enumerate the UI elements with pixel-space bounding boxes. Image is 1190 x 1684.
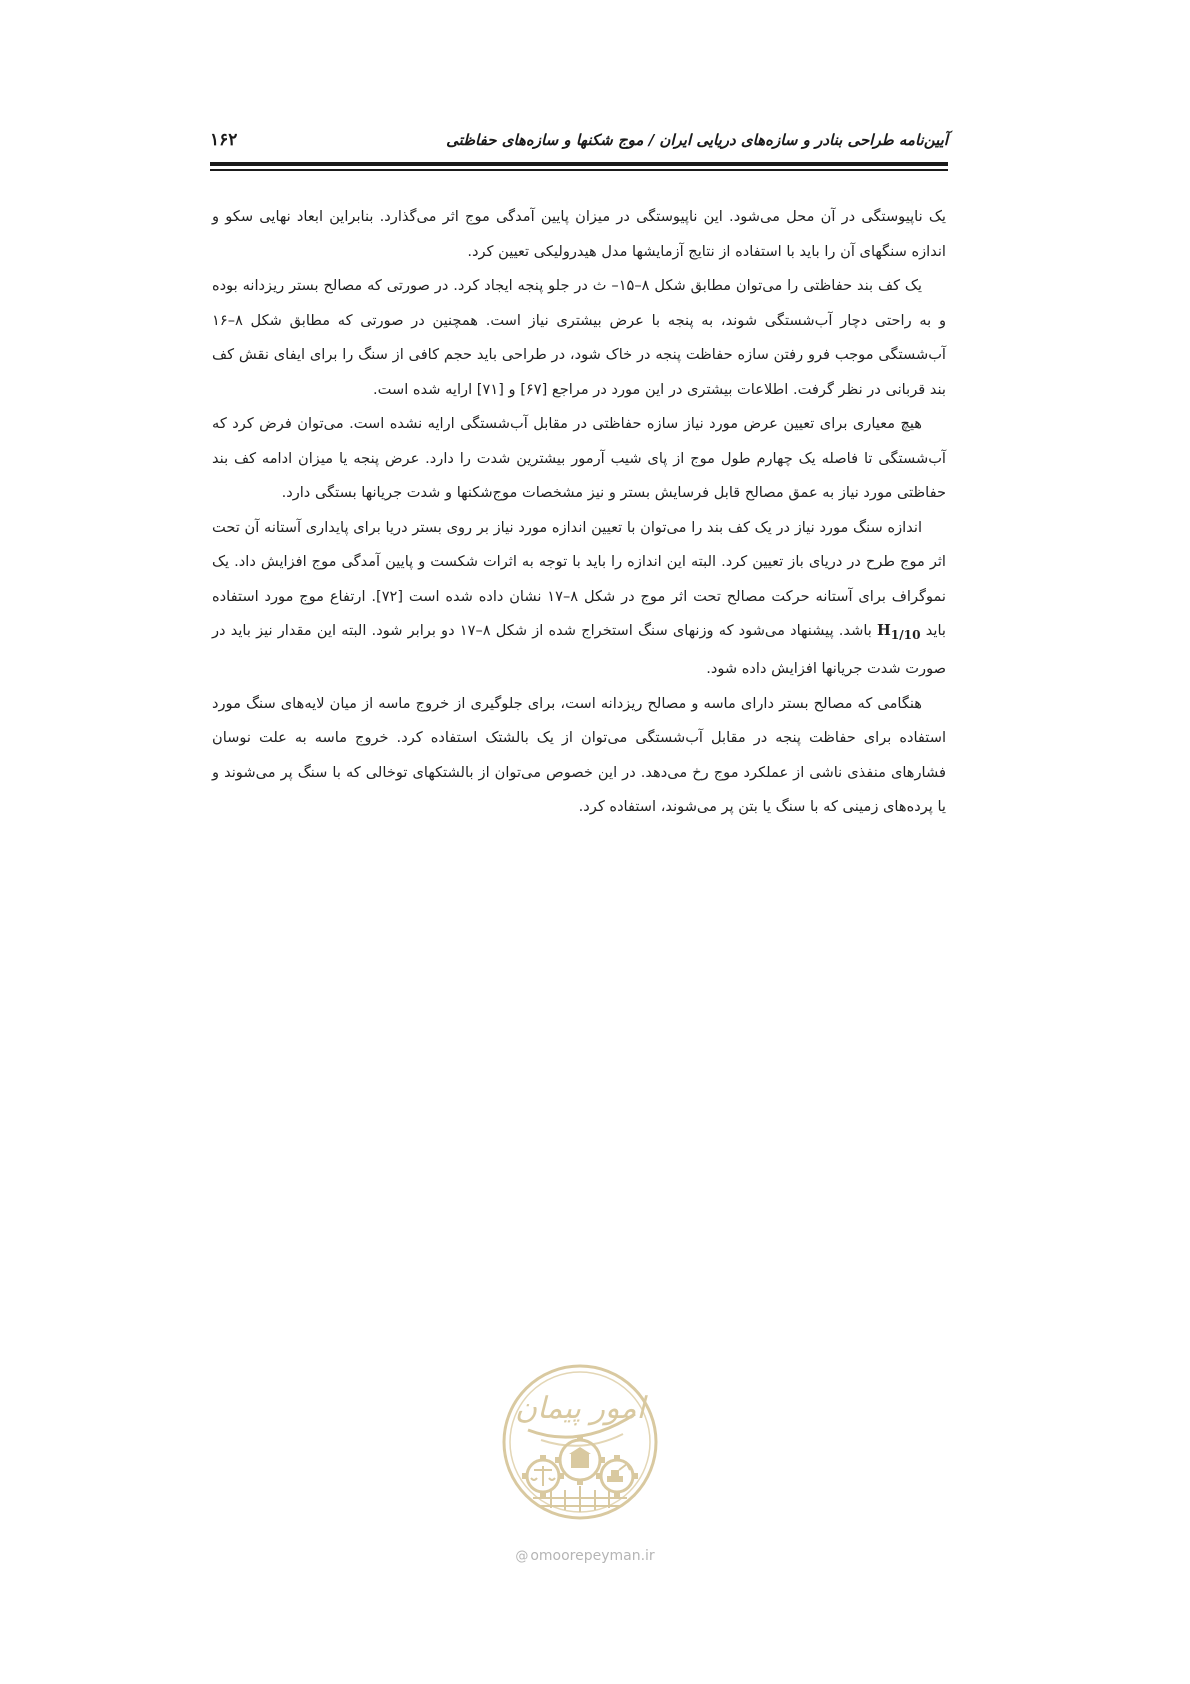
wave-height-symbol [876,622,921,642]
page-number: ۱۶۲ [210,130,238,150]
watermark-logo-text: امور پیمان [515,1391,645,1426]
paragraph-1: یک ناپیوستگی در آن محل می‌شود. این ناپیوستگی در میزان پایین آمدگی موج اثر می‌گذارد. بنابراین ابعاد نهایی سکو و اندازه سنگهای آن را باید با استفاده از نتایج آزمایشها مدل هیدرولیکی تعیین کرد. [212,208,946,260]
watermark-url-text: omoorepeyman.ir [530,1548,655,1564]
header-rule-thick [210,162,948,166]
header-rule-thin [210,169,948,171]
wave-height-symbol-subscript: 1/10 [890,627,921,642]
paragraph-2: یک کف بند حفاظتی را می‌توان مطابق شکل ۸–۱۵– ث در جلو پنجه ایجاد کرد. در صورتی که مصالح بستر ریزدانه بوده و به راحتی دچار آب‌شستگی شوند، به پنجه با عرض بیشتری نیاز است. همچنین در صورتی که مطابق شکل ۸–۱۶ آب‌شستگی موجب فرو رفتن سازه حفاظت پنجه در خاک شود، در طراحی باید حجم کافی از سنگ را برای ایفای نقش کف بند قربانی در نظر گرفت. اطلاعات بیشتری در این مورد در مراجع [۶۷] و [۷۱] ارایه شده است. [212,277,946,398]
wave-height-symbol-base: H [876,622,891,639]
watermark-logo-icon [493,1358,667,1528]
paragraph-5: هنگامی که مصالح بستر دارای ماسه و مصالح ریزدانه است، برای جلوگیری از خروج ماسه از میان لایه‌های سنگ مورد استفاده برای حفاظت پنجه در مقابل آب‌شستگی می‌توان از یک بالشتک استفاده کرد. خروج ماسه به علت نوسان فشارهای منفذی ناشی از عملکرد موج رخ می‌دهد. در این خصوص می‌توان از بالشتکهای توخالی که با سنگ پر می‌شوند و یا پرده‌های زمینی که با سنگ یا بتن پر می‌شوند، استفاده کرد. [212,694,946,816]
paragraph-4-text-after: باشد. پیشنهاد می‌شود که وزنهای سنگ استخراج شده از شکل ۸–۱۷ دو برابر شود. البته این مقدار نیز باید در صورت شدت جریانها افزایش داده شود. [212,622,946,678]
paragraph-3: هیچ معیاری برای تعیین عرض مورد نیاز سازه حفاظتی در مقابل آب‌شستگی ارایه نشده است. می‌توان فرض کرد که آب‌شستگی تا فاصله یک چهارم طول موج از پای شیب آرمور بیشترین شدت را دارد. عرض پنجه یا میزان ادامه کف بند حفاظتی مورد نیاز به عمق مصالح قابل فرسایش بستر و نیز مشخصات موج‌شکنها و شدت جریانها بستگی دارد. [212,415,946,501]
watermark-url [470,1548,700,1564]
running-title: آیین‌نامه طراحی بنادر و سازه‌های دریایی ایران / موج شکنها و سازه‌های حفاظتی [446,131,948,149]
paragraph-4-text-before: اندازه سنگ مورد نیاز در یک کف بند را می‌توان با تعیین اندازه مورد نیاز بر روی بستر دریا برای پایداری آستانه آن تحت اثر موج طرح در دریای باز تعیین کرد. البته این اندازه را باید با توجه به اثرات شکست و پایین آمدگی موج افزایش داد. یک نموگراف برای آستانه حرکت مصالح تحت اثر موج در شکل ۸–۱۷ نشان داده شده است [۷۲]. ارتفاع موج مورد استفاده باید [212,518,946,639]
watermark-logo [493,1358,667,1528]
page-header [210,126,948,154]
at-icon: @ [515,1549,529,1564]
body-text [212,200,946,825]
paragraph-4 [212,511,946,687]
